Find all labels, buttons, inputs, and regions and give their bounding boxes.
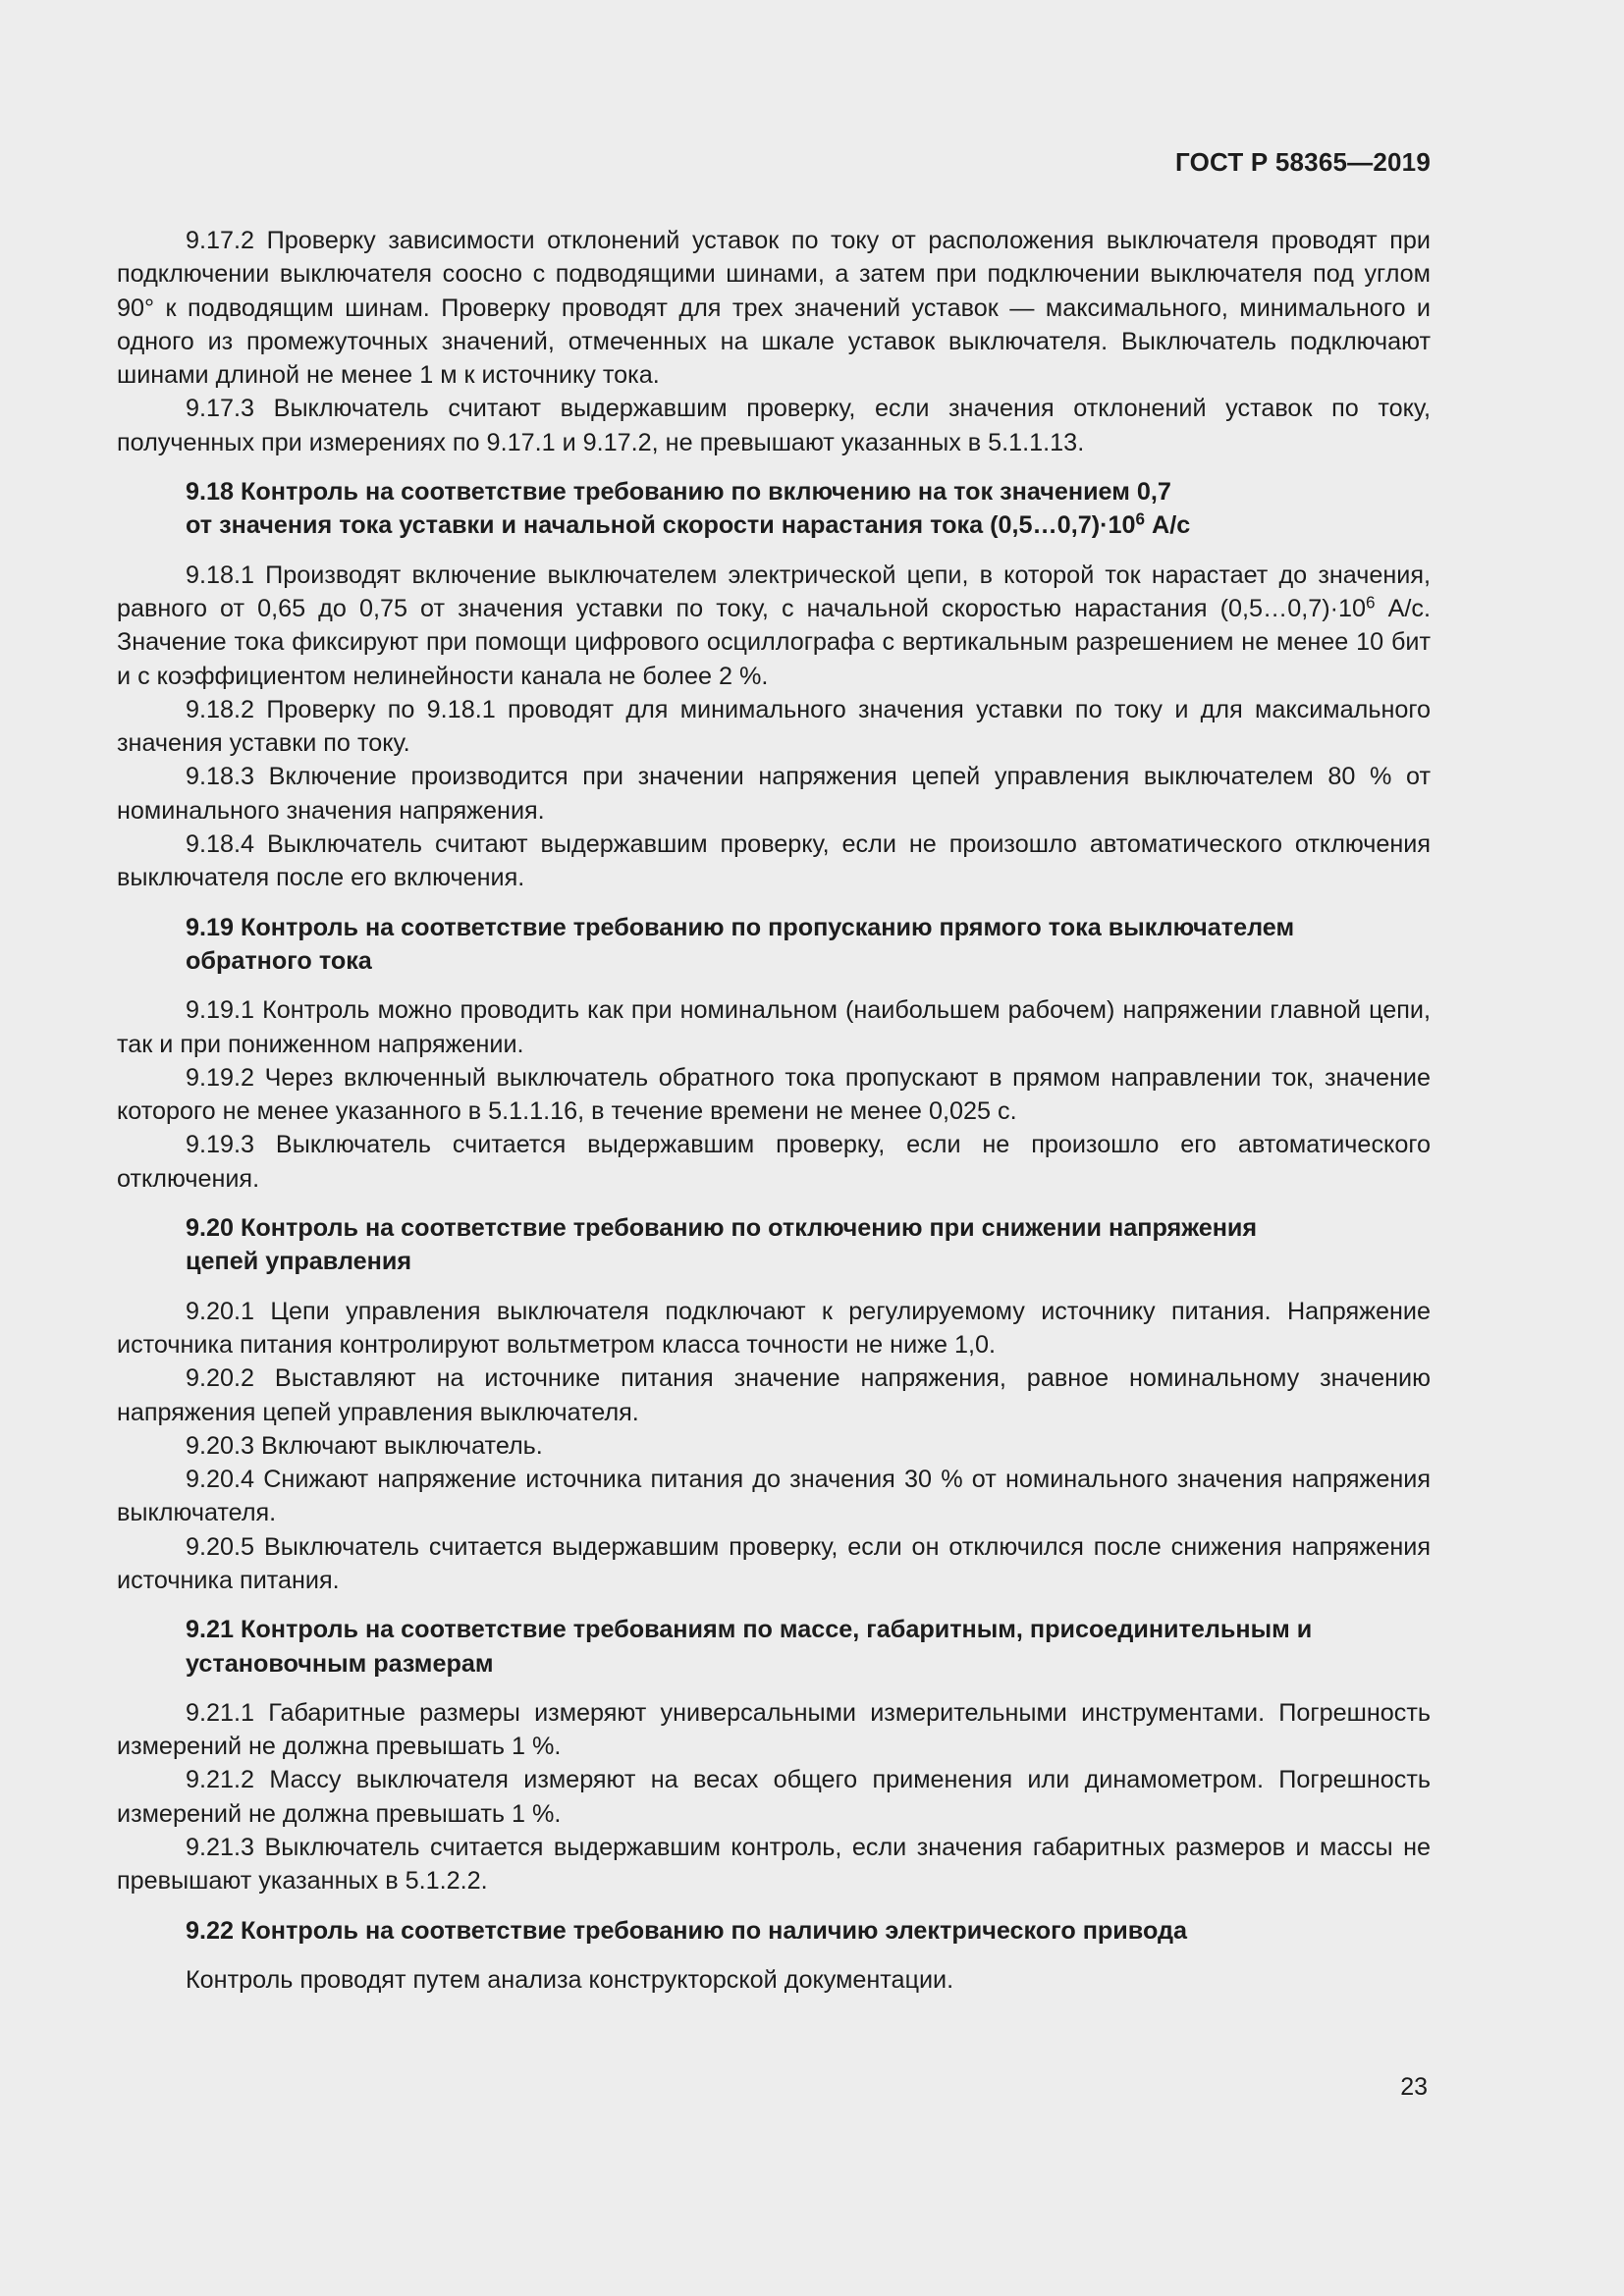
section-heading-9-19	[117, 911, 1431, 979]
section-heading-9-18-line1: 9.18 Контроль на соответствие требованию по включению на ток значением 0,7	[186, 478, 1171, 507]
section-heading-9-18	[117, 475, 1431, 543]
section-heading-9-21-line1: 9.21 Контроль на соответствие требованиям по массе, габаритным, присоединительным и	[186, 1616, 1313, 1644]
paragraph-9-18-3: 9.18.3 Включение производится при значении напряжения цепей управления выключателем 80 % от номинального значения напряжения.	[117, 763, 1431, 825]
section-heading-9-19-line2: обратного тока	[186, 946, 372, 975]
document-code: ГОСТ Р 58365—2019	[1175, 147, 1431, 177]
paragraph-9-19-1: 9.19.1 Контроль можно проводить как при номинальном (наибольшем рабочем) напряжении главной цепи, так и при пониженном напряжении.	[117, 996, 1431, 1058]
unit-text: А/с	[1145, 511, 1191, 540]
paragraph-9-18-2: 9.18.2 Проверку по 9.18.1 проводят для минимального значения уставки по току и для максимального значения уставки по току.	[117, 695, 1431, 758]
paragraph-9-20-3: 9.20.3 Включают выключатель.	[186, 1431, 543, 1460]
paragraph-9-19-2: 9.19.2 Через включенный выключатель обратного тока пропускают в прямом направлении ток, значение которого не менее указанного в 5.1.1.16, в течение времени не менее 0,025 с.	[117, 1063, 1431, 1126]
paragraph-9-18-4: 9.18.4 Выключатель считают выдержавшим проверку, если не произошло автоматического отключения выключателя после его включения.	[117, 830, 1431, 892]
section-heading-9-18-line2: от значения тока уставки и начальной скорости нарастания тока (0,5…0,7)·10	[186, 511, 1136, 540]
section-heading-9-20-line1: 9.20 Контроль на соответствие требованию по отключению при снижении напряжения	[186, 1214, 1258, 1243]
paragraph-9-20-5: 9.20.5 Выключатель считается выдержавшим проверку, если он отключился после снижения напряжения источника питания.	[117, 1532, 1431, 1594]
document-body	[117, 224, 1431, 1997]
section-heading-9-20	[117, 1211, 1431, 1279]
section-heading-9-21-line2: установочным размерам	[186, 1649, 494, 1678]
paragraph-9-21-3: 9.21.3 Выключатель считается выдержавшим контроль, если значения габаритных размеров и массы не превышают указанных в 5.1.2.2.	[117, 1834, 1431, 1896]
section-heading-9-21	[117, 1613, 1431, 1681]
section-heading-9-22: 9.22 Контроль на соответствие требованию по наличию электрического привода	[186, 1916, 1187, 1945]
page-number: 23	[1400, 2073, 1428, 2101]
paragraph-9-18-1-part1: 9.18.1 Производят включение выключателем электрической цепи, в которой ток нарастает до значения, равного от 0,65 до 0,75 от значения уставки по току, с начальной скоростью нарастания (0,5…0,7)·10	[117, 561, 1431, 622]
paragraph-9-22: Контроль проводят путем анализа конструкторской документации.	[186, 1965, 954, 1994]
paragraph-9-18-1	[117, 559, 1431, 693]
exponent: 6	[1135, 508, 1146, 529]
paragraph-9-21-2: 9.21.2 Массу выключателя измеряют на весах общего применения или динамометром. Погрешность измерений не должна превышать 1 %.	[117, 1766, 1431, 1828]
document-page	[117, 0, 1431, 2296]
paragraph-9-20-1: 9.20.1 Цепи управления выключателя подключают к регулируемому источнику питания. Напряжение источника питания контролируют вольтметром класса точности не ниже 1,0.	[117, 1297, 1431, 1359]
paragraph-9-19-3: 9.19.3 Выключатель считается выдержавшим проверку, если не произошло его автоматического отключения.	[117, 1131, 1431, 1193]
paragraph-9-20-4: 9.20.4 Снижают напряжение источника питания до значения 30 % от номинального значения напряжения выключателя.	[117, 1466, 1431, 1527]
paragraph-9-17-2: 9.17.2 Проверку зависимости отклонений уставок по току от расположения выключателя проводят при подключении выключателя соосно с подводящими шинами, а затем при подключении выключателя под углом 90° к подводящим шинам. Проверку проводят для трех значений уставок — максимального, минимального и одного из промежуточных значений, отмеченных на шкале уставок выключателя. Выключатель подключают шинами длиной не менее 1 м к источнику тока.	[117, 227, 1431, 390]
paragraph-9-18-1-part2: А/с. Значение тока фиксируют при помощи цифрового осциллографа с вертикальным разрешением не менее 10 бит и с коэффициентом нелинейности канала не более 2 %.	[117, 594, 1432, 690]
paragraph-9-17-3: 9.17.3 Выключатель считают выдержавшим проверку, если значения отклонений уставок по току, полученных при измерениях по 9.17.1 и 9.17.2, не превышают указанных в 5.1.1.13.	[117, 395, 1431, 456]
section-heading-9-20-line2: цепей управления	[186, 1248, 412, 1276]
section-heading-9-19-line1: 9.19 Контроль на соответствие требованию по пропусканию прямого тока выключателем	[186, 913, 1295, 941]
paragraph-9-20-2: 9.20.2 Выставляют на источнике питания значение напряжения, равное номинальному значению напряжения цепей управления выключателя.	[117, 1364, 1431, 1426]
exponent: 6	[1366, 592, 1376, 613]
paragraph-9-21-1: 9.21.1 Габаритные размеры измеряют универсальными измерительными инструментами. Погрешность измерений не должна превышать 1 %.	[117, 1698, 1431, 1761]
